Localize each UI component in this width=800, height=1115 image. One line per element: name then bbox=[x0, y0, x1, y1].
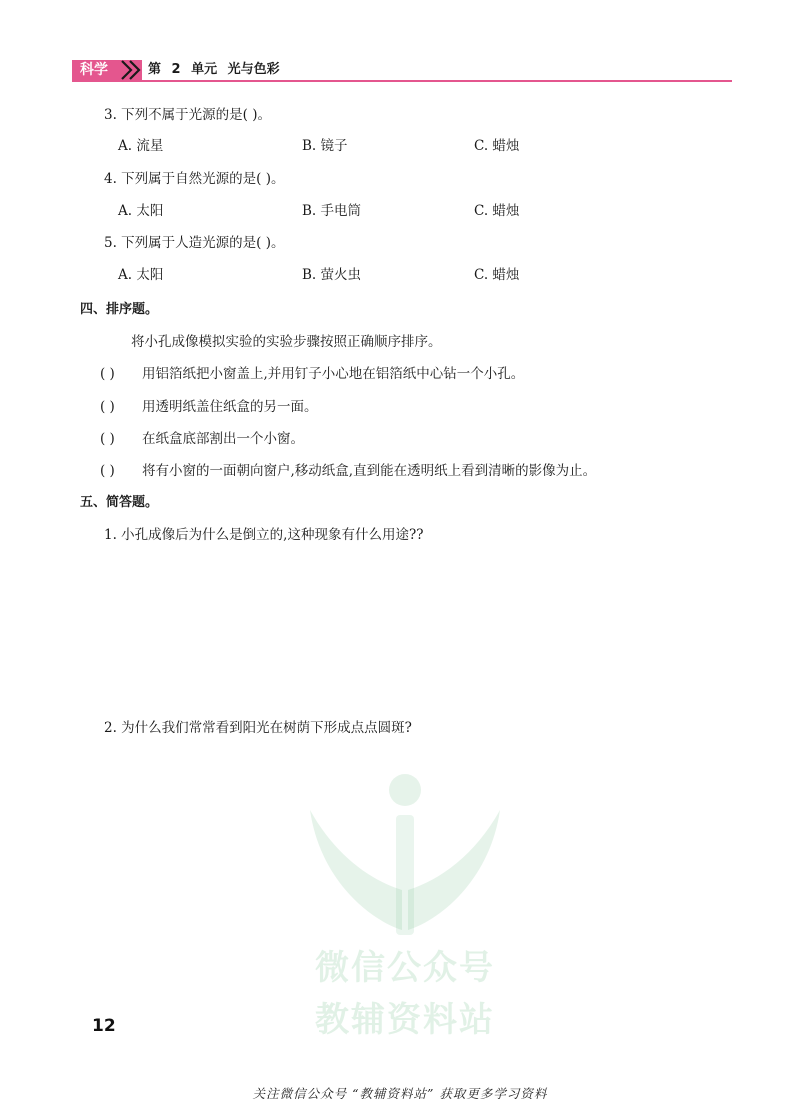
page-number: 12 bbox=[92, 1016, 116, 1036]
watermark-line-2: 教辅资料站 bbox=[315, 1000, 495, 1040]
double-chevron-icon bbox=[118, 58, 148, 82]
option-a: A. 太阳 bbox=[118, 267, 164, 283]
option-c: C. 蜡烛 bbox=[474, 267, 520, 283]
answer-blank: ( ) bbox=[100, 463, 115, 479]
option-c: C. 蜡烛 bbox=[474, 138, 520, 154]
option-a: A. 流星 bbox=[118, 138, 164, 154]
short-answer-question-1: 1. 小孔成像后为什么是倒立的,这种现象有什么用途?? bbox=[104, 527, 424, 543]
watermark-line-1: 微信公众号 bbox=[315, 948, 495, 988]
short-answer-question-2: 2. 为什么我们常常看到阳光在树荫下形成点点圆斑? bbox=[104, 720, 412, 736]
ordering-step bbox=[100, 398, 318, 416]
sprout-logo-icon bbox=[290, 770, 520, 940]
step-text: 用铝箔纸把小窗盖上,并用钉子小心地在铝箔纸中心钻一个小孔。 bbox=[142, 366, 525, 382]
question-3-stem: 3. 下列不属于光源的是( )。 bbox=[104, 107, 271, 123]
section-4-title: 四、排序题。 bbox=[80, 302, 159, 317]
question-4-stem: 4. 下列属于自然光源的是( )。 bbox=[104, 171, 285, 187]
footer-note: 关注微信公众号 “教辅资料站” 获取更多学习资料 bbox=[252, 1086, 548, 1101]
subject-label: 科学 bbox=[80, 62, 108, 78]
answer-blank: ( ) bbox=[100, 431, 115, 447]
ordering-step bbox=[100, 365, 524, 383]
step-text: 将有小窗的一面朝向窗户,移动纸盒,直到能在透明纸上看到清晰的影像为止。 bbox=[142, 463, 597, 479]
step-text: 在纸盒底部割出一个小窗。 bbox=[142, 431, 304, 447]
option-b: B. 镜子 bbox=[302, 138, 348, 154]
ordering-step bbox=[100, 462, 596, 480]
unit-title: 第 2 单元 光与色彩 bbox=[148, 62, 280, 77]
option-b: B. 萤火虫 bbox=[302, 267, 362, 283]
answer-blank: ( ) bbox=[100, 366, 115, 382]
section-4-instruction: 将小孔成像模拟实验的实验步骤按照正确顺序排序。 bbox=[131, 334, 442, 350]
option-a: A. 太阳 bbox=[118, 203, 164, 219]
page-header bbox=[72, 58, 732, 84]
watermark bbox=[290, 770, 520, 1040]
step-text: 用透明纸盖住纸盒的另一面。 bbox=[142, 399, 318, 415]
question-5-stem: 5. 下列属于人造光源的是( )。 bbox=[104, 235, 285, 251]
header-divider bbox=[72, 80, 732, 82]
ordering-step bbox=[100, 430, 304, 448]
section-5-title: 五、简答题。 bbox=[80, 495, 159, 510]
option-c: C. 蜡烛 bbox=[474, 203, 520, 219]
answer-blank: ( ) bbox=[100, 399, 115, 415]
option-b: B. 手电筒 bbox=[302, 203, 362, 219]
